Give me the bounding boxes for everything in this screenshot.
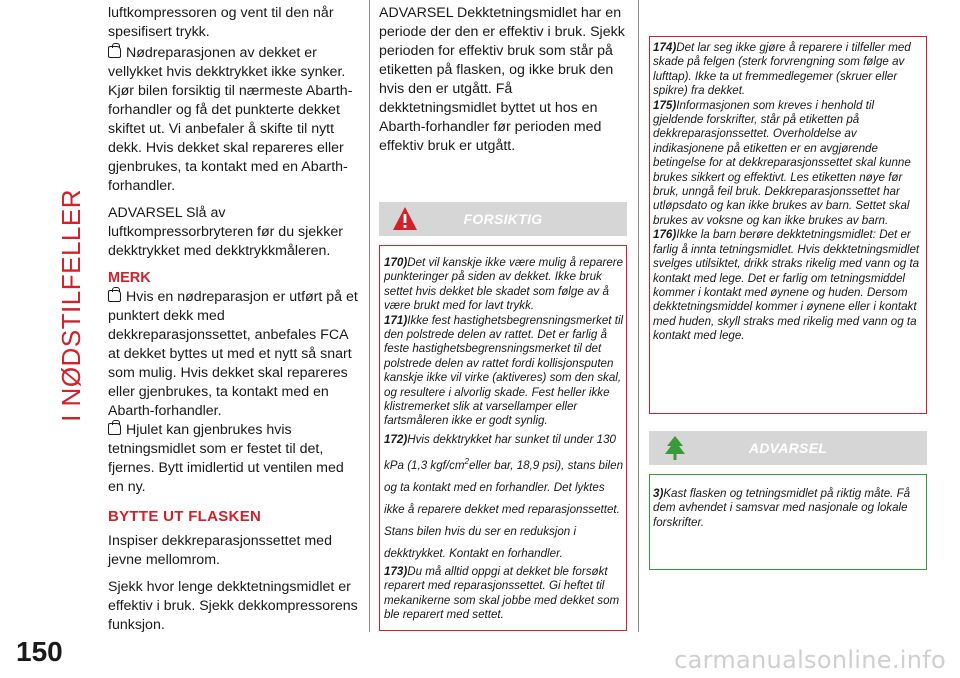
- watermark: carmanualsonline.info: [674, 646, 946, 674]
- advarsel-notes: [653, 487, 923, 530]
- section-heading: BYTTE UT FLASKEN: [108, 508, 262, 525]
- col1-paragraph-5: Sjekk hvor lenge dekktetningsmidlet er effektiv i bruk. Sjekk dekkompressorens funksjon.: [108, 579, 358, 633]
- page-number: 150: [16, 636, 63, 667]
- col1-paragraph-1: luftkompressoren og vent til den når spesifisert trykk.: [108, 5, 334, 40]
- merk-label: MERK: [108, 270, 151, 286]
- column-divider-1: [369, 0, 370, 632]
- advarsel-box: [649, 474, 927, 570]
- col1-paragraph-2: Nødreparasjonen av dekket er vellykket hvis dekktrykket ikke synker. Kjør bilen forsiktig til nærmeste Abarth-forhandler og få det punkterte dekket skiftet ut. Vi anbefaler å skifte til nytt dekk. Hvis dekket skal repareres eller gjenbrukes, ta kontakt med en Abarth-forhandler.: [108, 45, 353, 194]
- forsiktig-notes: [384, 256, 624, 622]
- merk-bullet-2: [108, 421, 360, 497]
- merk-bullet-1: [108, 288, 360, 421]
- note-175: 175)Informasjonen som kreves i henhold til gjeldende forskrifter, står på etiketten på dekkreparasjonssettet. Overholdelse av indikasjonene på etiketten er en avgjørende betingelse for at dekkreparasjonssettet skal kunne brukes sikkert og effektivt. Les etiketten nøye før bruk, unngå feil bruk. Dekkreparasjonssettet har utløpsdato og kan ikke brukes av barn. Settet skal brukes av voksne og kan ikke brukes av barn.: [653, 98, 911, 227]
- merk-text-1: Hvis en nødreparasjon er utført på et punktert dekk med dekkreparasjonssettet, anbefales FCA at dekket byttes ut med et nytt så snart som mulig. Hvis dekket skal repareres eller gjenbrukes, ta kontakt med en Abarth-forhandler.: [108, 289, 358, 419]
- forsiktig-label: FORSIKTIG: [463, 211, 543, 227]
- merk-text-2: Hjulet kan gjenbrukes hvis tetningsmidlet som er festet til det, fjernes. Bytt imidlertid ut ventilen med en ny.: [108, 422, 344, 495]
- note-176: 176)Ikke la barn berøre dekktetningsmidlet: Det er farlig å innta tetningsmidlet. Hvis dekktetningsmidlet svelges utilsiktet, drikk straks rikelig med vann og ta kontakt med lege. Det er farlig om tetningsmiddel kommer i kontakt med øynene og huden. Dersom dekktetningsmiddel kommer i øynene eller i kontakt med huden, skyll straks med rikelig med vann og ta kontakt med lege.: [653, 228, 920, 343]
- column-divider-2: [638, 0, 639, 632]
- col1-bullet-paragraph: [108, 44, 360, 196]
- bag-bullet-icon: [108, 423, 121, 435]
- continued-notes: [653, 41, 925, 344]
- bag-bullet-icon: [108, 46, 121, 58]
- chapter-side-title: [55, 30, 86, 580]
- note-173: 173)Du må alltid oppgi at dekket ble forsøkt reparert med reparasjonssettet. Gi heftet til mekanikerne som skal jobbe med dekket som ble reparert med settet.: [384, 564, 620, 621]
- forsiktig-header: [379, 202, 627, 236]
- col2-paragraph-1: ADVARSEL Dekktetningsmidlet har en periode der den er effektiv i bruk. Sjekk perioden for effektiv bruk som står på etiketten på flasken, og ikke bruk den hvis den er utgått. Få dekktetningsmidlet byttet ut hos en Abarth-forhandler før perioden med effektiv bruk er utgått.: [379, 5, 625, 154]
- note-172: 172)Hvis dekktrykket har sunket til under 130 kPa (1,3 kgf/$cm^2eller$ bar, 18,9 psi), stans bilen og ta kontakt med en forhandler. Det lyktes ikke å reparere dekket med reparasjonssettet. Stans bilen hvis du ser en reduksjon i dekktrykket. Kontakt en forhandler.: [384, 432, 624, 560]
- col1-paragraph-3: ADVARSEL Slå av luftkompressorbryteren før du sjekker dekktrykket med dekktrykkmåleren.: [108, 205, 343, 259]
- column-1: [108, 4, 360, 643]
- warning-triangle-icon: [391, 205, 419, 233]
- col1-paragraph-4: Inspiser dekkreparasjonssettet med jevne mellomrom.: [108, 533, 332, 568]
- forsiktig-continued-box: [649, 36, 927, 414]
- column-2: [379, 4, 627, 164]
- bag-bullet-icon: [108, 290, 121, 302]
- forsiktig-box: [379, 245, 627, 631]
- chapter-side-title-text: I NØDSTILFELLER: [55, 188, 86, 422]
- note-3: 3)Kast flasken og tetningsmidlet på riktig måte. Få dem avhendet i samsvar med nasjonale og lokale forskrifter.: [653, 487, 911, 529]
- note-170: 170)Det vil kanskje ikke være mulig å reparere punkteringer på siden av dekket. Ikke bruk settet hvis dekket ble skadet som følge av å være brukt med for lavt trykk.: [384, 256, 624, 313]
- advarsel-label: ADVARSEL: [748, 440, 828, 456]
- tree-icon: [661, 434, 689, 462]
- note-171: 171)Ikke fest hastighetsbegrensningsmerket til den polstrede delen av rattet. Det er farlig å feste hastighetsbegrensningsmerket til det polstrede delen av rattet fordi kollisjonsputen kanskje ikke vil virke (aktiveres) som den skal, og resultere i alvorlig skade. Fest heller ikke klistremerket slik at varsellamper eller fartsmåleren ikke er godt synlig.: [384, 313, 624, 428]
- advarsel-header: [649, 431, 927, 465]
- note-174: 174)Det lar seg ikke gjøre å reparere i tilfeller med skade på felgen (sterk forvrengning som følge av lufttap). Ikke ta ut fremmedlegemer (skruer eller spikre) fra dekket.: [653, 41, 911, 98]
